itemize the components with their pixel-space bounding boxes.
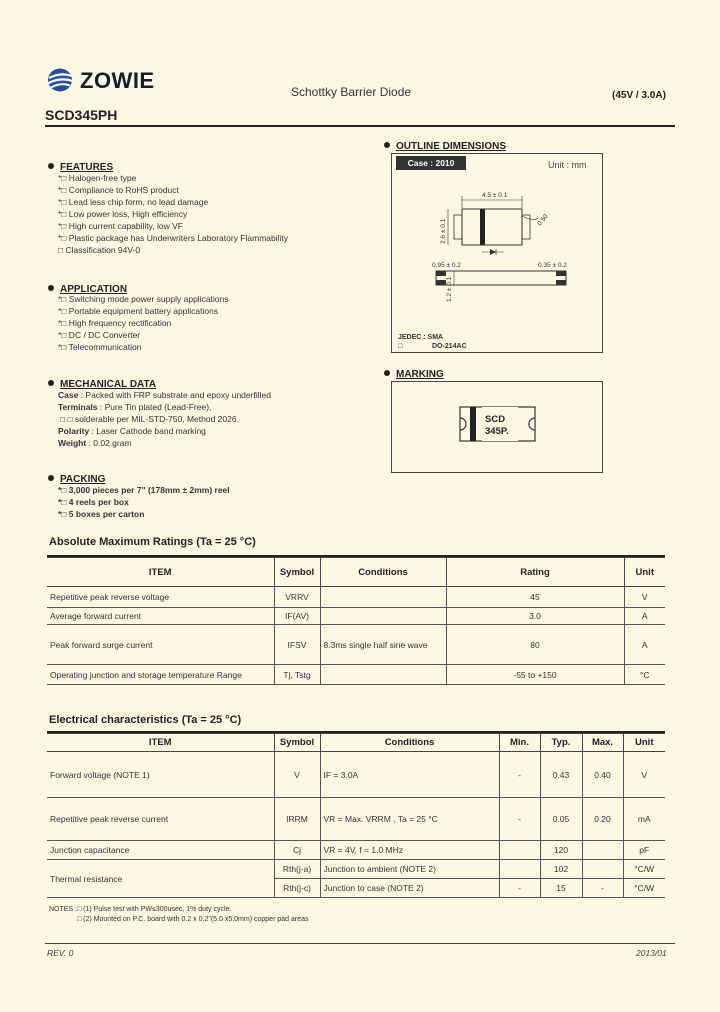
marking-line2: 345P. xyxy=(485,426,509,437)
terminal-left xyxy=(454,215,462,239)
list-item: *□ Compliance to RoHS product xyxy=(58,185,179,195)
dim-length: 4.5 ± 0.1 xyxy=(482,192,508,199)
cell-typ: 120 xyxy=(540,841,582,860)
cell-min xyxy=(499,860,540,879)
mechanical-title: MECHANICAL DATA xyxy=(60,379,157,390)
side-pad-left xyxy=(436,271,446,276)
cell-conditions: Junction to ambient (NOTE 2) xyxy=(320,860,499,879)
jedec-line2: DO-214AC xyxy=(432,343,467,350)
cell-symbol: IFSV xyxy=(274,625,320,665)
table-row xyxy=(47,798,665,841)
packing-list xyxy=(58,484,230,520)
cell-symbol: Cj xyxy=(274,841,320,860)
unit-label: Unit : mm xyxy=(548,160,587,170)
table-row xyxy=(47,841,665,860)
cell-unit: pF xyxy=(623,841,665,860)
cell-conditions xyxy=(320,665,446,685)
outline-heading xyxy=(384,136,506,154)
cell-conditions: 8.3ms single half sine wave xyxy=(320,625,446,665)
outline-title: OUTLINE DIMENSIONS xyxy=(396,141,507,152)
cell-conditions: VR = Max. VRRM , Ta = 25 °C xyxy=(320,798,499,841)
col-symbol: Symbol xyxy=(274,734,320,752)
cell-item: Repetitive peak reverse current xyxy=(47,798,274,841)
cell-max xyxy=(582,841,623,860)
list-item: Weight : 0.02 gram xyxy=(58,438,132,448)
cell-conditions: VR = 4V, f = 1.0 MHz xyxy=(320,841,499,860)
brand-logo xyxy=(47,67,75,98)
cell-typ: 102 xyxy=(540,860,582,879)
cell-item: Repetitive peak reverse voltage xyxy=(47,587,274,608)
table-row xyxy=(47,860,665,879)
dim-height: 1.2 ± 0.1 xyxy=(446,276,453,302)
dim-pad-right: 0.35 ± 0.2 xyxy=(538,262,567,269)
cell-unit: V xyxy=(623,752,665,798)
list-item: Polarity : Laser Cathode band marking xyxy=(58,426,206,436)
dim-radius: 0.50 xyxy=(536,213,550,228)
col-rating: Rating xyxy=(446,558,624,587)
list-item: *□ DC / DC Converter xyxy=(58,330,141,340)
notes xyxy=(49,905,308,925)
cell-unit: A xyxy=(624,608,665,625)
cell-item: Peak forward surge current xyxy=(47,625,274,665)
case-label: Case : 2010 xyxy=(396,156,466,170)
marking-line1: SCD xyxy=(485,414,506,425)
features-list xyxy=(58,172,288,256)
brand-name: ZOWIE xyxy=(80,68,155,93)
table-row xyxy=(47,665,665,685)
note-1: NOTES :□ (1) Pulse test with PW≤300usec, 1% duty cycle. xyxy=(49,906,232,913)
list-item: *□ High frequency rectification xyxy=(58,318,172,328)
abs-max-table xyxy=(47,557,665,685)
note-2: □ (2) Mounted on P.C. board with 0.2 x 0.2"(5.0 x5.0mm) copper pad areas xyxy=(77,916,309,923)
col-min: Min. xyxy=(499,734,540,752)
list-item: □ Classification 94V-0 xyxy=(58,245,141,255)
table-row xyxy=(47,587,665,608)
electrical-table xyxy=(47,733,665,898)
abs-max-title: Absolute Maximum Ratings (Ta = 25 °C) xyxy=(49,536,256,548)
list-item: *□ Low power loss, High efficiency xyxy=(58,209,188,219)
table-row xyxy=(47,752,665,798)
cell-max: - xyxy=(582,879,623,898)
col-symbol: Symbol xyxy=(274,558,320,587)
col-item: ITEM xyxy=(47,734,274,752)
electrical-title: Electrical characteristics (Ta = 25 °C) xyxy=(49,714,242,726)
cell-symbol: IF(AV) xyxy=(274,608,320,625)
cell-item: Average forward current xyxy=(47,608,274,625)
side-pad-right xyxy=(556,271,566,276)
list-item: □ □ solderable per MIL-STD-750, Method 2026. xyxy=(60,414,239,424)
cell-item: Junction capacitance xyxy=(47,841,274,860)
list-item: *□ Lead less chip form, no lead damage xyxy=(58,197,209,207)
col-unit: Unit xyxy=(624,558,665,587)
list-item: Terminals : Pure Tin plated (Lead-Free), xyxy=(58,402,212,412)
package-side-view xyxy=(436,271,566,285)
cell-typ: 0.43 xyxy=(540,752,582,798)
table-header-row xyxy=(47,558,665,587)
list-item: *□ 3,000 pieces per 7" (178mm ± 2mm) reel xyxy=(58,485,230,495)
col-conditions: Conditions xyxy=(320,734,499,752)
cell-min: - xyxy=(499,798,540,841)
cell-unit: °C/W xyxy=(623,879,665,898)
cell-symbol: VRRV xyxy=(274,587,320,608)
zowie-globe-icon xyxy=(47,67,75,93)
table-row xyxy=(47,625,665,665)
jedec-line1: JEDEC : SMA xyxy=(398,334,444,341)
application-title: APPLICATION xyxy=(60,284,128,295)
cell-min: - xyxy=(499,879,540,898)
list-item: *□ Plastic package has Underwriters Laboratory Flammability xyxy=(58,233,289,243)
cell-max: 0.20 xyxy=(582,798,623,841)
jedec-box: □ xyxy=(398,343,403,350)
col-max: Max. xyxy=(582,734,623,752)
cell-symbol: V xyxy=(274,752,320,798)
cell-conditions: Junction to case (NOTE 2) xyxy=(320,879,499,898)
cell-item: Thermal resistance xyxy=(47,860,274,898)
table-row xyxy=(47,608,665,625)
features-title: FEATURES xyxy=(60,162,114,173)
cell-conditions xyxy=(320,608,446,625)
doc-type: Schottky Barrier Diode xyxy=(291,85,412,99)
cell-unit: A xyxy=(624,625,665,665)
revision: REV. 0 xyxy=(47,948,74,958)
header-divider xyxy=(45,125,675,127)
cell-unit: V xyxy=(624,587,665,608)
cell-rating: 3.0 xyxy=(446,608,624,625)
table-header-row xyxy=(47,734,665,752)
col-unit: Unit xyxy=(623,734,665,752)
part-number: SCD345PH xyxy=(45,107,118,123)
list-item: Case : Packed with FRP substrate and epoxy underfilled xyxy=(58,390,271,400)
cell-item: Operating junction and storage temperature Range xyxy=(47,665,274,685)
list-item: *□ 4 reels per box xyxy=(58,497,129,507)
cell-unit: mA xyxy=(623,798,665,841)
cell-item: Forward voltage (NOTE 1) xyxy=(47,752,274,798)
cell-rating: 80 xyxy=(446,625,624,665)
cell-symbol: Rth(j-a) xyxy=(274,860,320,879)
footer-divider xyxy=(45,943,675,944)
cell-min: - xyxy=(499,752,540,798)
cell-conditions: IF = 3.0A xyxy=(320,752,499,798)
cell-max xyxy=(582,860,623,879)
list-item: *□ Portable equipment battery applications xyxy=(58,306,219,316)
cathode-band xyxy=(480,209,485,245)
cell-min xyxy=(499,841,540,860)
list-item: *□ 5 boxes per carton xyxy=(58,509,145,519)
cell-typ: 15 xyxy=(540,879,582,898)
dim-pad-left: 0.95 ± 0.2 xyxy=(432,262,461,269)
application-list xyxy=(58,293,229,353)
marking-heading xyxy=(384,364,444,382)
col-conditions: Conditions xyxy=(320,558,446,587)
col-item: ITEM xyxy=(47,558,274,587)
marking-box xyxy=(391,381,603,473)
col-typ: Typ. xyxy=(540,734,582,752)
marking-chip-drawing xyxy=(392,382,602,472)
package-top-view xyxy=(462,209,522,245)
cell-symbol: IRRM xyxy=(274,798,320,841)
dim-width: 2.6 ± 0.1 xyxy=(440,218,447,244)
mechanical-list xyxy=(58,389,271,449)
cell-symbol: Tj, Tstg xyxy=(274,665,320,685)
cell-conditions xyxy=(320,587,446,608)
cell-symbol: Rth(j-c) xyxy=(274,879,320,898)
cell-unit: °C/W xyxy=(623,860,665,879)
list-item: *□ High current capability, low VF xyxy=(58,221,183,231)
marking-title: MARKING xyxy=(396,369,444,380)
cell-rating: 45 xyxy=(446,587,624,608)
list-item: *□ Halogen-free type xyxy=(58,173,137,183)
list-item: *□ Switching mode power supply applications xyxy=(58,294,229,304)
outline-drawing-box xyxy=(391,153,603,353)
cell-unit: °C xyxy=(624,665,665,685)
doc-date: 2013/01 xyxy=(636,948,667,958)
rating-badge: (45V / 3.0A) xyxy=(612,90,666,101)
list-item: *□ Telecommunication xyxy=(58,342,142,352)
cell-max: 0.40 xyxy=(582,752,623,798)
packing-title: PACKING xyxy=(60,474,106,485)
package-outline-drawing xyxy=(392,154,602,352)
cell-typ: 0.05 xyxy=(540,798,582,841)
cell-rating: -55 to +150 xyxy=(446,665,624,685)
